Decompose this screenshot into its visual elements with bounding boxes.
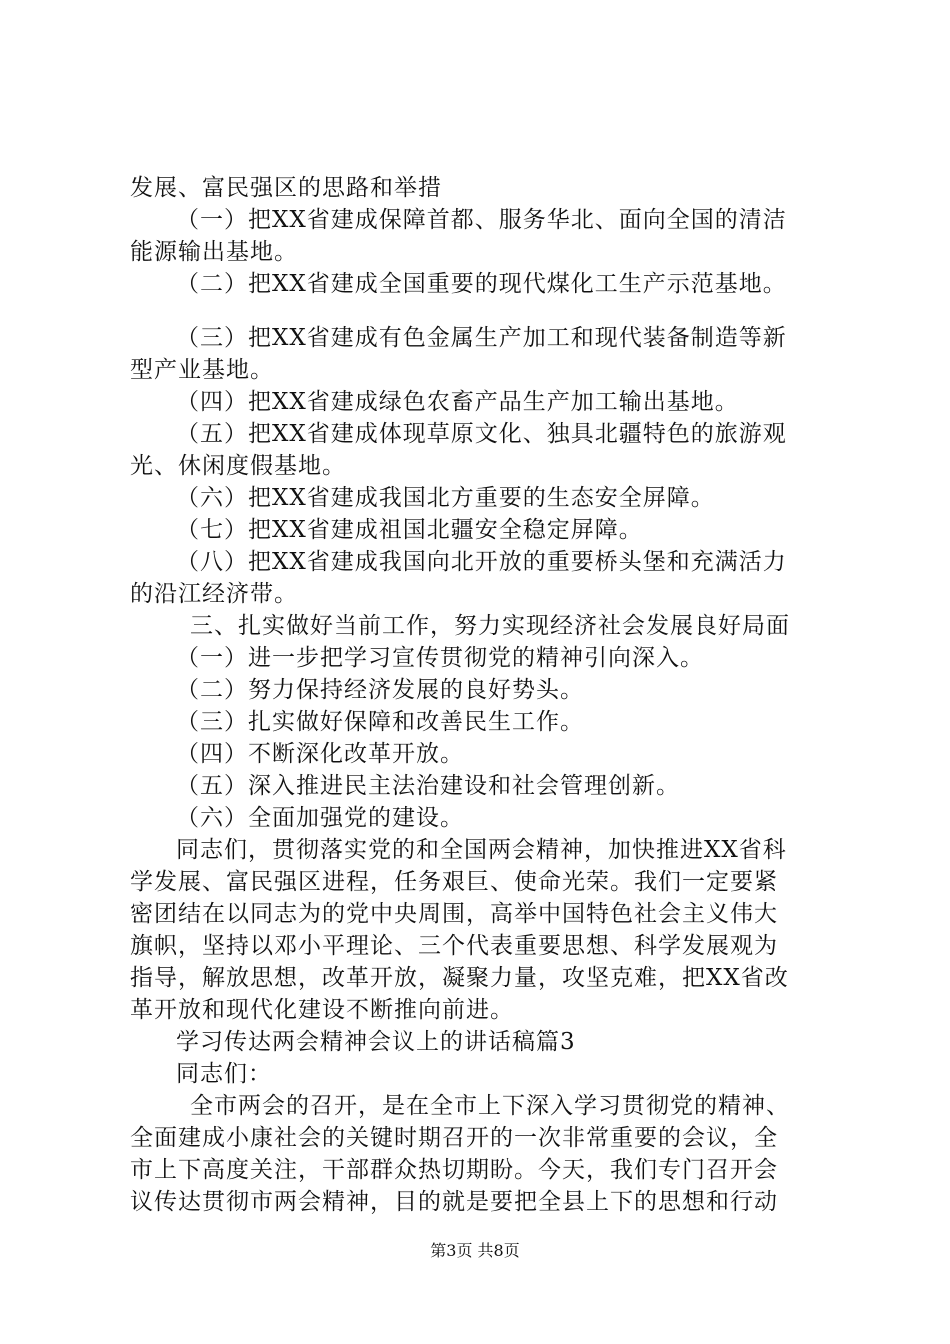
- document-body: [130, 172, 830, 1218]
- text-line: （六）全面加强党的建设。: [176, 805, 464, 831]
- text-line: 学发展、富民强区进程，任务艰巨、使命光荣。我们一定要紧: [130, 869, 778, 895]
- article-title: 学习传达两会精神会议上的讲话稿篇3: [176, 1029, 576, 1055]
- text-line: 旗帜，坚持以邓小平理论、三个代表重要思想、科学发展观为: [130, 933, 778, 959]
- text-line: 全市两会的召开，是在全市上下深入学习贯彻党的精神、: [190, 1093, 790, 1119]
- section-heading: 三、扎实做好当前工作，努力实现经济社会发展良好局面: [190, 613, 790, 639]
- text-line: （三）把XX省建成有色金属生产加工和现代装备制造等新: [176, 325, 787, 351]
- text-line: 革开放和现代化建设不断推向前进。: [130, 997, 514, 1023]
- text-line: 市上下高度关注，干部群众热切期盼。今天，我们专门召开会: [130, 1157, 778, 1183]
- text-line: 能源输出基地。: [130, 239, 298, 265]
- text-line: 密团结在以同志为的党中央周围，高举中国特色社会主义伟大: [130, 901, 778, 927]
- text-line: 全面建成小康社会的关键时期召开的一次非常重要的会议，全: [130, 1125, 778, 1151]
- text-line: （一）进一步把学习宣传贯彻党的精神引向深入。: [176, 645, 704, 671]
- text-line: （五）把XX省建成体现草原文化、独具北疆特色的旅游观: [176, 421, 787, 447]
- text-line: 同志们，贯彻落实党的和全国两会精神，加快推进XX省科: [176, 837, 787, 863]
- text-line: （四）把XX省建成绿色农畜产品生产加工输出基地。: [176, 389, 739, 415]
- text-line: 型产业基地。: [130, 357, 274, 383]
- text-line: （二）把XX省建成全国重要的现代煤化工生产示范基地。: [176, 271, 787, 297]
- text-line: （五）深入推进民主法治建设和社会管理创新。: [176, 773, 680, 799]
- salutation: 同志们：: [176, 1061, 272, 1087]
- text-line: 指导，解放思想，改革开放，凝聚力量，攻坚克难，把XX省改: [130, 965, 789, 991]
- text-line: （一）把XX省建成保障首都、服务华北、面向全国的清洁: [176, 207, 787, 233]
- text-line: （六）把XX省建成我国北方重要的生态安全屏障。: [176, 485, 715, 511]
- text-line: 光、休闲度假基地。: [130, 453, 346, 479]
- blank-line: [130, 300, 830, 322]
- text-line: 发展、富民强区的思路和举措: [130, 175, 442, 201]
- text-line: （七）把XX省建成祖国北疆安全稳定屏障。: [176, 517, 643, 543]
- text-line: 的沿江经济带。: [130, 581, 298, 607]
- text-line: （八）把XX省建成我国向北开放的重要桥头堡和充满活力: [176, 549, 787, 575]
- text-line: （三）扎实做好保障和改善民生工作。: [176, 709, 584, 735]
- page-footer: 第3页 共8页: [430, 1241, 520, 1260]
- text-line: 议传达贯彻市两会精神，目的就是要把全县上下的思想和行动: [130, 1189, 778, 1215]
- text-line: （四）不断深化改革开放。: [176, 741, 464, 767]
- text-line: （二）努力保持经济发展的良好势头。: [176, 677, 584, 703]
